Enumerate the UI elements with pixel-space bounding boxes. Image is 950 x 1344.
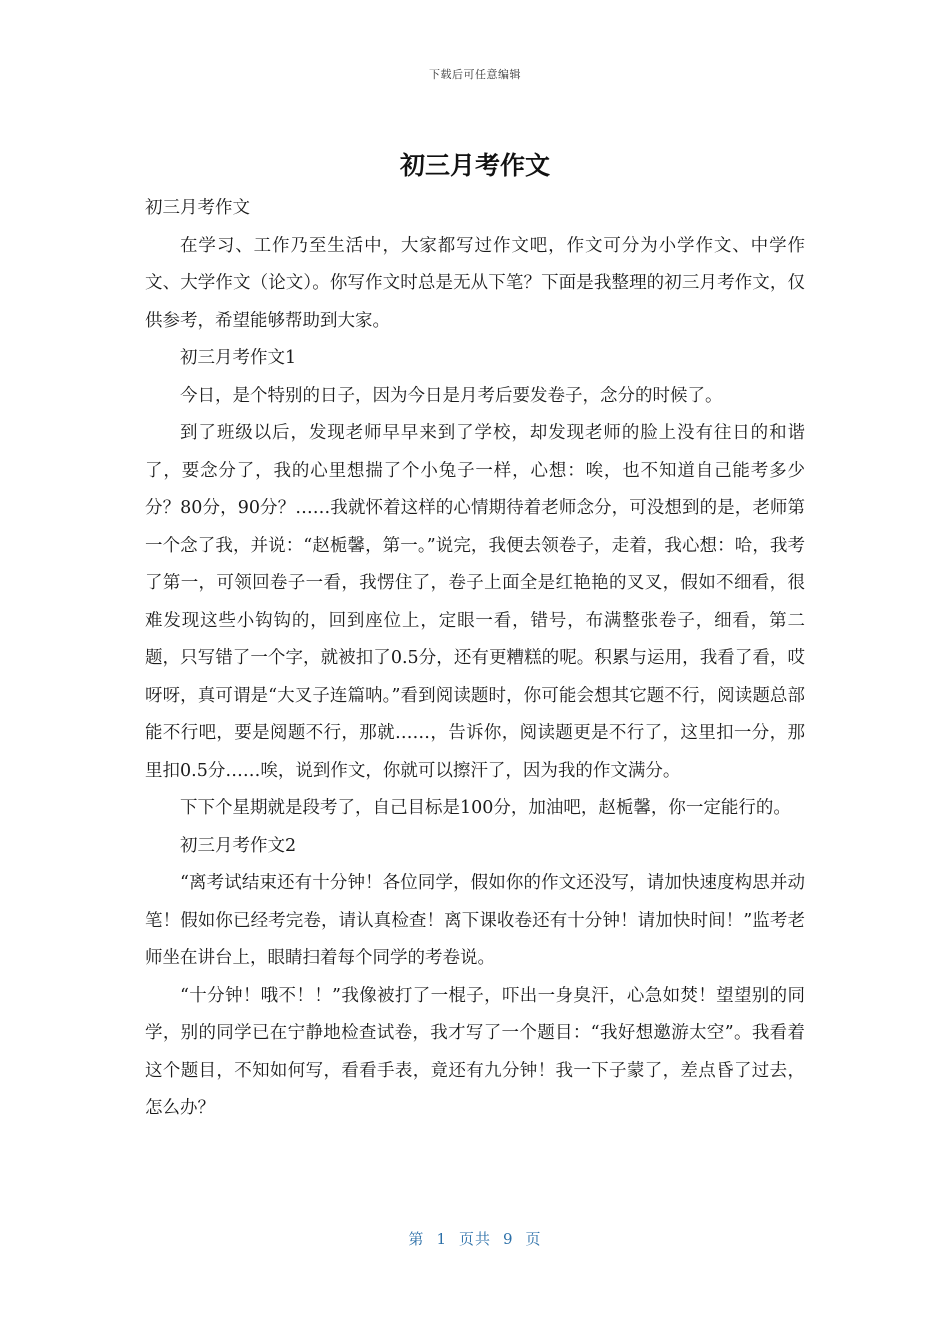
section-heading-1: 初三月考作文1 (180, 348, 297, 368)
footer-suffix: 页 (525, 1230, 542, 1248)
page-footer (0, 1228, 950, 1249)
footer-current-page: 1 (436, 1230, 447, 1248)
document-body (145, 190, 805, 1128)
footer-total-pages: 9 (503, 1230, 514, 1248)
footer-prefix: 第 (408, 1230, 425, 1248)
section-heading-2: 初三月考作文2 (180, 835, 297, 856)
paragraph: “离考试结束还有十分钟！各位同学，假如你的作文还没写，请加快速度构思并动笔！假如你已经考完卷，请认真检查！离下课收卷还有十分钟！请加快时间！”监考老师坐在讲台上，眼睛扫着每个同学的考卷说。 (145, 873, 805, 968)
paragraph: 今日，是个特别的日子，因为今日是月考后要发卷子，念分的时候了。 (180, 385, 723, 406)
paragraph: 下下个星期就是段考了，自己目标是100分，加油吧，赵栀馨，你一定能行的。 (180, 798, 791, 818)
paragraph: “十分钟！哦不！！”我像被打了一棍子，吓出一身臭汗，心急如焚！望望别的同学，别的同学已在宁静地检查试卷，我才写了一个题目：“我好想邀游太空”。我看着这个题目，不知如何写，看看手表，竟还有九分钟！我一下子蒙了，差点昏了过去，怎么办？ (145, 985, 805, 1118)
footer-middle: 页共 (458, 1230, 491, 1248)
header-note: 下载后可任意编辑 (429, 68, 521, 81)
paragraph-subtitle: 初三月考作文 (145, 198, 250, 218)
paragraph: 到了班级以后，发现老师早早来到了学校，却发现老师的脸上没有往日的和谐了，要念分了，我的心里想揣了个小兔子一样，心想：唉，也不知道自己能考多少分？80分，90分？……我就怀着这样的心情期待着老师念分，可没想到的是，老师第一个念了我，并说：“赵栀馨，第一。”说完，我便去领卷子，走着，我心想：哈，我考了第一，可领回卷子一看，我愣住了，卷子上面全是红艳艳的叉叉，假如不细看，很难发现这些小钩钩的，回到座位上，定眼一看，错号，布满整张卷子，细看，第二题，只写错了一个字，就被扣了0.5分，还有更糟糕的呢。积累与运用，我看了看，哎呀呀，真可谓是“大叉子连篇呐。”看到阅读题时，你可能会想其它题不行，阅读题总部能不行吧，要是阅题不行，那就……，告诉你，阅读题更是不行了，这里扣一分，那里扣0.5分……唉，说到作文，你就可以擦汗了，因为我的作文满分。 (145, 423, 805, 781)
document-title: 初三月考作文 (399, 151, 550, 180)
paragraph-intro: 在学习、工作乃至生活中，大家都写过作文吧，作文可分为小学作文、中学作文、大学作文（论文）。你写作文时总是无从下笔？下面是我整理的初三月考作文，仅供参考，希望能够帮助到大家。 (145, 235, 805, 331)
